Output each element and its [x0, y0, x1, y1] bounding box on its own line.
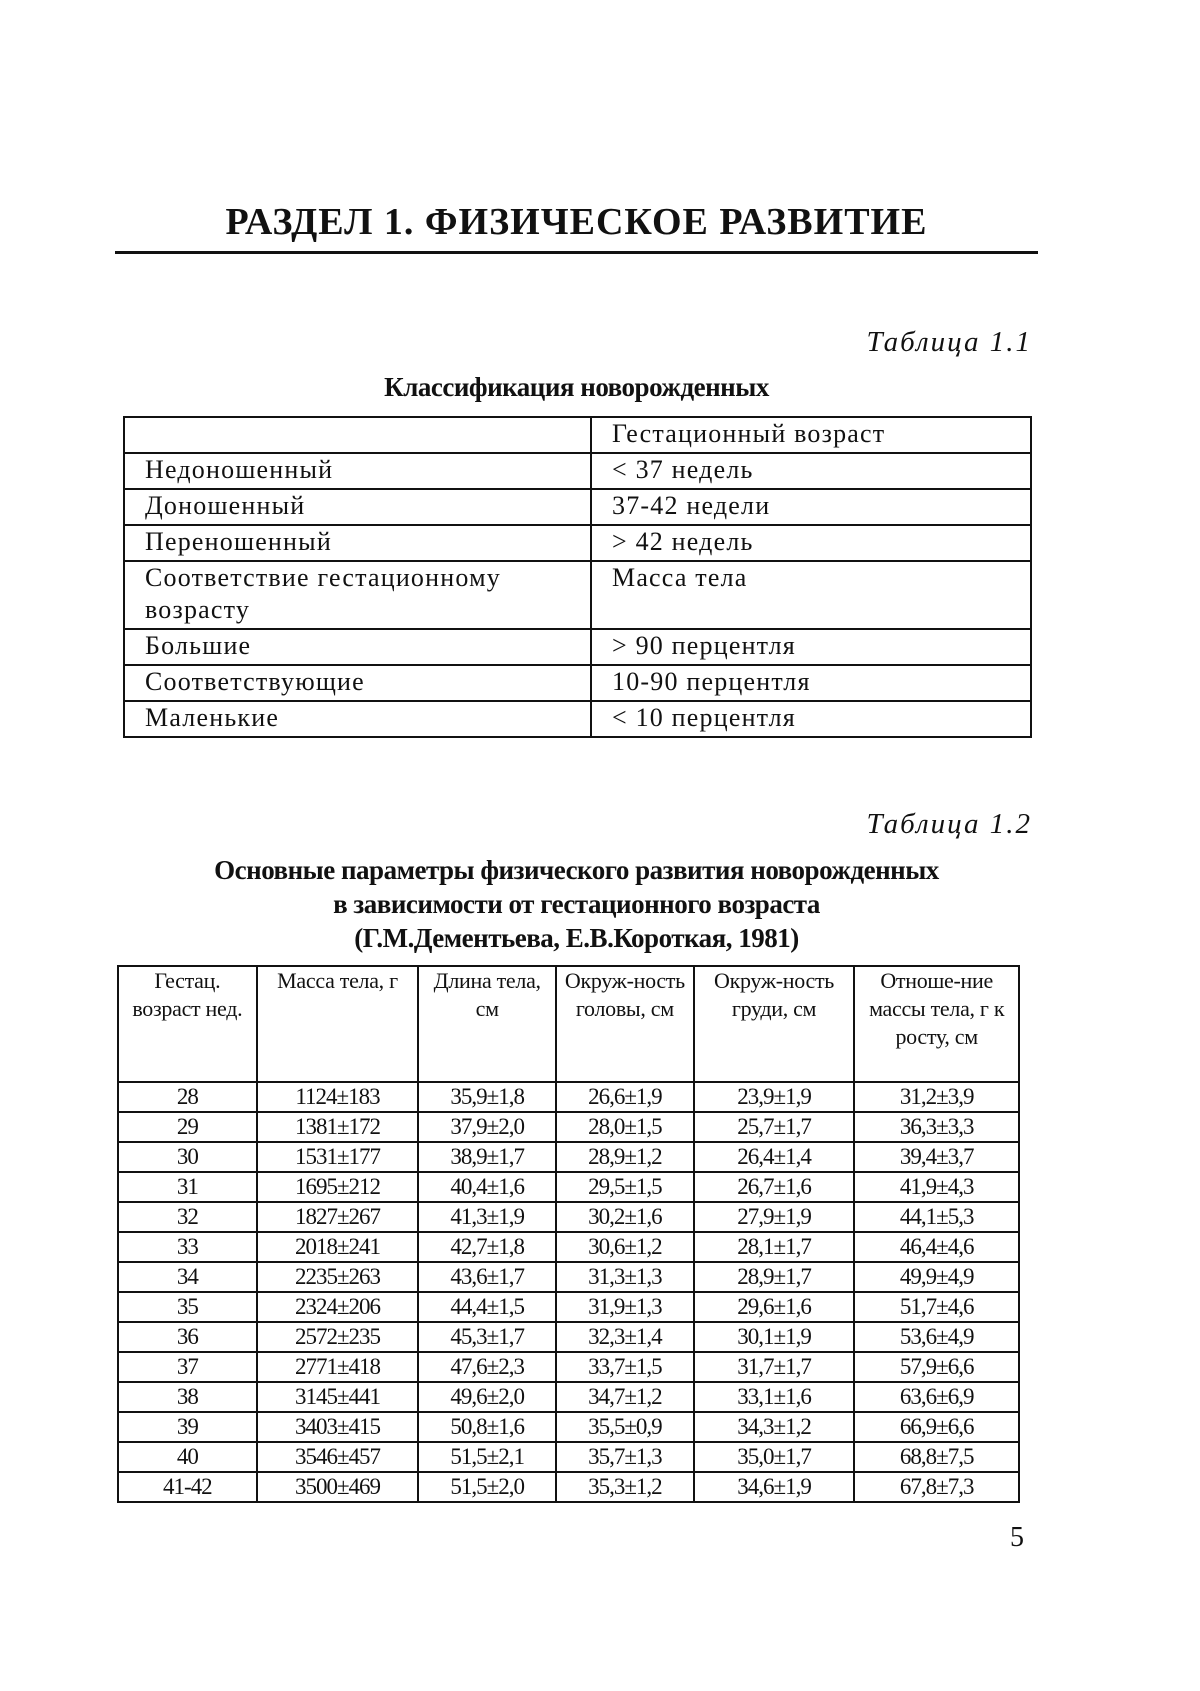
table-cell: 44,1±5,3 — [854, 1202, 1019, 1232]
table-cell: 38 — [118, 1382, 257, 1412]
table-row — [118, 1082, 1019, 1112]
table-cell: 35,9±1,8 — [418, 1082, 556, 1112]
table-cell: 36 — [118, 1322, 257, 1352]
table-cell: 34 — [118, 1262, 257, 1292]
table-row — [118, 1472, 1019, 1502]
table-cell: 29,6±1,6 — [694, 1292, 855, 1322]
table-row — [124, 561, 1031, 629]
table-cell: 3546±457 — [257, 1442, 419, 1472]
table-row — [118, 1142, 1019, 1172]
row-label: Большие — [124, 629, 591, 665]
table-cell: 33,1±1,6 — [694, 1382, 855, 1412]
row-value: < 37 недель — [591, 453, 1031, 489]
row-label: Маленькие — [124, 701, 591, 737]
table-cell: 32,3±1,4 — [556, 1322, 694, 1352]
row-value: > 90 перцентля — [591, 629, 1031, 665]
table-cell: 47,6±2,3 — [418, 1352, 556, 1382]
table-cell: 31,7±1,7 — [694, 1352, 855, 1382]
table-cell: 3403±415 — [257, 1412, 419, 1442]
column-header: Длина тела, см — [418, 966, 556, 1082]
table-cell: 30,1±1,9 — [694, 1322, 855, 1352]
table-cell: 34,6±1,9 — [694, 1472, 855, 1502]
table-cell: 67,8±7,3 — [854, 1472, 1019, 1502]
table2-caption-2: в зависимости от гестационного возраста — [115, 887, 1038, 921]
table-cell: 42,7±1,8 — [418, 1232, 556, 1262]
table-cell: 45,3±1,7 — [418, 1322, 556, 1352]
table-cell: 38,9±1,7 — [418, 1142, 556, 1172]
table-cell: 1531±177 — [257, 1142, 419, 1172]
table-cell: 2018±241 — [257, 1232, 419, 1262]
column-header: Окруж-ность груди, см — [694, 966, 855, 1082]
table-cell: 51,7±4,6 — [854, 1292, 1019, 1322]
table-cell: 37 — [118, 1352, 257, 1382]
table2-caption-1: Основные параметры физического развития новорожденных — [115, 853, 1038, 887]
table-cell: 3145±441 — [257, 1382, 419, 1412]
table-cell: 28,0±1,5 — [556, 1112, 694, 1142]
column-header: Гестац. возраст нед. — [118, 966, 257, 1082]
table-cell: 30,2±1,6 — [556, 1202, 694, 1232]
row-value: Масса тела — [591, 561, 1031, 629]
table-cell: 46,4±4,6 — [854, 1232, 1019, 1262]
row-value: 10-90 перцентля — [591, 665, 1031, 701]
table-cell: 35,3±1,2 — [556, 1472, 694, 1502]
table-row — [118, 1172, 1019, 1202]
table-row — [118, 1352, 1019, 1382]
table2-caption-3: (Г.М.Дементьева, Е.В.Короткая, 1981) — [115, 921, 1038, 955]
row-value: 37-42 недели — [591, 489, 1031, 525]
row-label: Недоношенный — [124, 453, 591, 489]
row-label: Соответствующие — [124, 665, 591, 701]
table-cell: 39 — [118, 1412, 257, 1442]
table-cell: 49,9±4,9 — [854, 1262, 1019, 1292]
title-rule — [115, 251, 1038, 254]
table2-label: Таблица 1.2 — [867, 808, 1032, 841]
table-row — [118, 1292, 1019, 1322]
table-cell: 26,6±1,9 — [556, 1082, 694, 1112]
table-cell: 28,1±1,7 — [694, 1232, 855, 1262]
table-cell: 23,9±1,9 — [694, 1082, 855, 1112]
table-row — [118, 1262, 1019, 1292]
table-cell: 41-42 — [118, 1472, 257, 1502]
table-cell: 36,3±3,3 — [854, 1112, 1019, 1142]
table-cell: 49,6±2,0 — [418, 1382, 556, 1412]
table-cell: 26,4±1,4 — [694, 1142, 855, 1172]
table-cell: 2771±418 — [257, 1352, 419, 1382]
page-number: 5 — [1010, 1522, 1024, 1554]
table-cell: 51,5±2,0 — [418, 1472, 556, 1502]
column-header: Отноше-ние массы тела, г к росту, см — [854, 966, 1019, 1082]
table-cell: 35,0±1,7 — [694, 1442, 855, 1472]
table-cell: 27,9±1,9 — [694, 1202, 855, 1232]
table1-caption: Классификация новорожденных — [115, 370, 1038, 404]
table-cell: 2235±263 — [257, 1262, 419, 1292]
development-parameters-table — [117, 965, 1020, 1503]
column-header: Масса тела, г — [257, 966, 419, 1082]
table-cell: 2572±235 — [257, 1322, 419, 1352]
table-cell: 41,3±1,9 — [418, 1202, 556, 1232]
table-cell: 35,7±1,3 — [556, 1442, 694, 1472]
column-header: Окруж-ность головы, см — [556, 966, 694, 1082]
table-row — [118, 1412, 1019, 1442]
table-header-row — [124, 417, 1031, 453]
table-cell: 33 — [118, 1232, 257, 1262]
table-cell: 53,6±4,9 — [854, 1322, 1019, 1352]
row-value: > 42 недель — [591, 525, 1031, 561]
table-row — [118, 1202, 1019, 1232]
table-cell: 34,3±1,2 — [694, 1412, 855, 1442]
table-cell: 50,8±1,6 — [418, 1412, 556, 1442]
table-cell: 28,9±1,7 — [694, 1262, 855, 1292]
table-cell: 29,5±1,5 — [556, 1172, 694, 1202]
table-cell: 30,6±1,2 — [556, 1232, 694, 1262]
table-row — [124, 489, 1031, 525]
row-label — [124, 417, 591, 453]
section-title: РАЗДЕЛ 1. ФИЗИЧЕСКОЕ РАЗВИТИЕ — [115, 200, 1038, 244]
table-cell: 63,6±6,9 — [854, 1382, 1019, 1412]
table-row — [124, 525, 1031, 561]
table-cell: 41,9±4,3 — [854, 1172, 1019, 1202]
table-cell: 29 — [118, 1112, 257, 1142]
table-cell: 28 — [118, 1082, 257, 1112]
table-row — [118, 1442, 1019, 1472]
table1-label: Таблица 1.1 — [867, 326, 1032, 359]
table-row — [118, 1232, 1019, 1262]
row-value: Гестационный возраст — [591, 417, 1031, 453]
table-cell: 57,9±6,6 — [854, 1352, 1019, 1382]
classification-table — [123, 416, 1032, 738]
table-cell: 3500±469 — [257, 1472, 419, 1502]
row-label: Доношенный — [124, 489, 591, 525]
table-row — [118, 1112, 1019, 1142]
table-cell: 31,2±3,9 — [854, 1082, 1019, 1112]
row-label: Переношенный — [124, 525, 591, 561]
table-cell: 33,7±1,5 — [556, 1352, 694, 1382]
table-cell: 34,7±1,2 — [556, 1382, 694, 1412]
row-value: < 10 перцентля — [591, 701, 1031, 737]
table-row — [118, 1322, 1019, 1352]
table-cell: 37,9±2,0 — [418, 1112, 556, 1142]
table-row — [124, 453, 1031, 489]
table-row — [124, 665, 1031, 701]
table-cell: 2324±206 — [257, 1292, 419, 1322]
row-label: Соответствие гестационному возрасту — [124, 561, 591, 629]
table-cell: 40 — [118, 1442, 257, 1472]
table-cell: 43,6±1,7 — [418, 1262, 556, 1292]
table-cell: 31,3±1,3 — [556, 1262, 694, 1292]
table-cell: 1381±172 — [257, 1112, 419, 1142]
table-row — [118, 1382, 1019, 1412]
table-cell: 66,9±6,6 — [854, 1412, 1019, 1442]
table-cell: 35 — [118, 1292, 257, 1322]
table-cell: 35,5±0,9 — [556, 1412, 694, 1442]
table-cell: 1695±212 — [257, 1172, 419, 1202]
table-cell: 30 — [118, 1142, 257, 1172]
table-cell: 1827±267 — [257, 1202, 419, 1232]
table-cell: 51,5±2,1 — [418, 1442, 556, 1472]
table-row — [124, 629, 1031, 665]
table-cell: 1124±183 — [257, 1082, 419, 1112]
table-cell: 40,4±1,6 — [418, 1172, 556, 1202]
table-cell: 26,7±1,6 — [694, 1172, 855, 1202]
table-row — [124, 701, 1031, 737]
table-cell: 39,4±3,7 — [854, 1142, 1019, 1172]
table-cell: 28,9±1,2 — [556, 1142, 694, 1172]
table-cell: 32 — [118, 1202, 257, 1232]
table-cell: 25,7±1,7 — [694, 1112, 855, 1142]
table-cell: 68,8±7,5 — [854, 1442, 1019, 1472]
table-cell: 31 — [118, 1172, 257, 1202]
table-cell: 44,4±1,5 — [418, 1292, 556, 1322]
table-cell: 31,9±1,3 — [556, 1292, 694, 1322]
